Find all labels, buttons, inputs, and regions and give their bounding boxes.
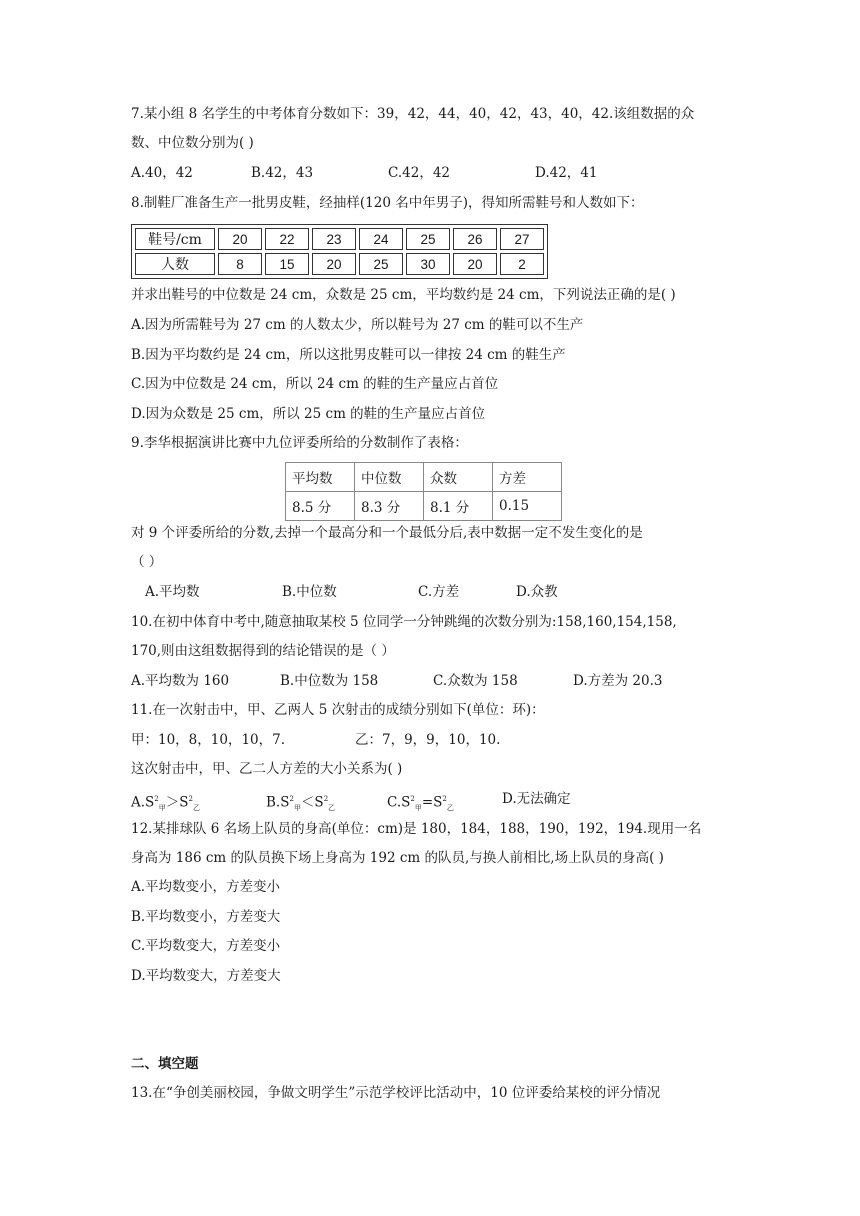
q11-stem-line3: 这次射击中，甲、乙二人方差的大小关系为( ) xyxy=(131,761,403,777)
q8-option-b: B.因为平均数约是 24 cm，所以这批男皮鞋可以一律按 24 cm 的鞋生产 xyxy=(131,347,566,363)
q8-option-c: C.因为中位数是 24 cm，所以 24 cm 的鞋的生产量应占首位 xyxy=(131,376,499,392)
exponent: 2 xyxy=(410,795,415,803)
subscript-jia: 甲 xyxy=(158,804,166,813)
q11-option-c-op: =S xyxy=(421,794,443,811)
score-stats-header-row xyxy=(286,463,562,492)
q11-option-c xyxy=(387,789,454,818)
people-count-cell: 2 xyxy=(500,253,544,275)
people-count-header: 人数 xyxy=(135,253,215,275)
q12-option-d: D.平均数变大，方差变大 xyxy=(131,968,281,984)
section-title: 二、填空题 xyxy=(131,1056,199,1072)
q13-stem-line1: 13.在“争创美丽校园，争做文明学生”示范学校评比活动中，10 位评委给某校的评分情况 xyxy=(131,1085,661,1101)
exponent: 2 xyxy=(442,795,447,803)
q7-option-c: C.42，42 xyxy=(388,165,450,181)
q9-stem-line1: 9.李华根据演讲比赛中九位评委所给的分数制作了表格： xyxy=(131,435,468,451)
shoe-size-cell: 23 xyxy=(312,228,356,250)
q7-option-b: B.42，43 xyxy=(251,165,314,181)
q11-option-b xyxy=(266,789,335,818)
q10-option-c: C.众数为 158 xyxy=(433,673,518,689)
shoe-size-cell: 25 xyxy=(406,228,450,250)
q9-option-b: B.中位数 xyxy=(282,584,337,600)
q11-option-a-op: ＞S xyxy=(165,794,189,811)
q11-option-d: D.无法确定 xyxy=(502,791,571,807)
shoe-size-cell: 20 xyxy=(218,228,262,250)
q12-stem-line2: 身高为 186 cm 的队员换下场上身高为 192 cm 的队员,与换人前相比,场上队员的身高( ) xyxy=(131,850,664,866)
q9-stem-line3: （ ） xyxy=(131,554,163,570)
q8-stem-line1: 8.制鞋厂准备生产一批男皮鞋，经抽样(120 名中年男子)，得知所需鞋号和人数如下： xyxy=(131,195,644,211)
q10-stem-line2: 170,则由这组数据得到的结论错误的是（ ） xyxy=(131,643,395,659)
q12-option-b: B.平均数变小，方差变大 xyxy=(131,909,281,925)
q11-option-a-prefix: A.S xyxy=(131,794,155,811)
shoe-size-table xyxy=(131,224,548,279)
score-stats-value-row xyxy=(286,492,562,521)
people-count-cell: 20 xyxy=(453,253,497,275)
exponent: 2 xyxy=(188,795,193,803)
q12-stem-line1: 12.某排球队 6 名场上队员的身高(单位：cm)是 180，184，188，190，192，194.现用一名 xyxy=(131,821,702,837)
q11-option-b-op: ＜S xyxy=(300,794,324,811)
q12-option-c: C.平均数变大，方差变小 xyxy=(131,938,281,954)
q7-option-d: D.42，41 xyxy=(535,165,598,181)
q11-option-b-prefix: B.S xyxy=(266,794,290,811)
subscript-yi: 乙 xyxy=(328,804,336,813)
q9-stem-line2: 对 9 个评委所给的分数,去掉一个最高分和一个最低分后,表中数据一定不发生变化的是 xyxy=(131,525,643,541)
q9-option-a: A.平均数 xyxy=(145,584,200,600)
q11-stem-line1: 11.在一次射击中，甲、乙两人 5 次射击的成绩分别如下(单位：环)： xyxy=(131,702,545,718)
q7-stem-line1: 7.某小组 8 名学生的中考体育分数如下：39，42，44，40，42，43，40，42.该组数据的众 xyxy=(131,106,695,122)
score-stats-header: 中位数 xyxy=(355,463,424,492)
exponent: 2 xyxy=(323,795,329,803)
q9-option-d: D.众教 xyxy=(516,584,558,600)
q11-yi-scores: 乙：7，9，9，10，10. xyxy=(355,732,501,748)
shoe-size-cell: 24 xyxy=(359,228,403,250)
score-stats-value: 0.15 xyxy=(493,492,562,521)
score-stats-value: 8.1 分 xyxy=(424,492,493,521)
shoe-size-cell: 27 xyxy=(500,228,544,250)
q10-option-b: B.中位数为 158 xyxy=(280,673,379,689)
score-stats-table xyxy=(285,462,562,521)
subscript-jia: 甲 xyxy=(414,804,422,813)
exponent: 2 xyxy=(289,795,294,803)
people-count-cell: 20 xyxy=(312,253,356,275)
q11-option-a xyxy=(131,789,200,818)
q10-option-a: A.平均数为 160 xyxy=(131,673,230,689)
q10-option-d: D.方差为 20.3 xyxy=(573,673,663,689)
shoe-size-cell: 22 xyxy=(265,228,309,250)
q7-stem-line2: 数、中位数分别为( ) xyxy=(131,135,254,151)
q7-option-a: A.40，42 xyxy=(131,165,193,181)
score-stats-value: 8.3 分 xyxy=(355,492,424,521)
q9-option-c: C.方差 xyxy=(418,584,460,600)
people-count-cell: 15 xyxy=(265,253,309,275)
shoe-size-header: 鞋号/cm xyxy=(135,228,215,250)
q12-option-a: A.平均数变小，方差变小 xyxy=(131,879,281,895)
subscript-yi: 乙 xyxy=(192,804,200,813)
q11-jia-scores: 甲：10，8，10，10，7. xyxy=(131,732,286,748)
people-count-cell: 25 xyxy=(359,253,403,275)
score-stats-header: 众数 xyxy=(424,463,493,492)
score-stats-header: 平均数 xyxy=(286,463,355,492)
q8-stem-line2: 并求出鞋号的中位数是 24 cm，众数是 25 cm，平均数约是 24 cm，下列说法正确的是( ) xyxy=(131,287,676,303)
q8-option-a: A.因为所需鞋号为 27 cm 的人数太少，所以鞋号为 27 cm 的鞋可以不生产 xyxy=(131,317,584,333)
q8-option-d: D.因为众数是 25 cm，所以 25 cm 的鞋的生产量应占首位 xyxy=(131,406,486,422)
score-stats-header: 方差 xyxy=(493,463,562,492)
shoe-size-cell: 26 xyxy=(453,228,497,250)
people-count-cell: 8 xyxy=(218,253,262,275)
people-count-cell: 30 xyxy=(406,253,450,275)
score-stats-value: 8.5 分 xyxy=(286,492,355,521)
q11-option-c-prefix: C.S xyxy=(387,794,411,811)
subscript-jia: 甲 xyxy=(293,804,301,813)
q10-stem-line1: 10.在初中体育中考中,随意抽取某校 5 位同学一分钟跳绳的次数分别为:158,160,154,158, xyxy=(131,614,677,630)
subscript-yi: 乙 xyxy=(446,804,454,813)
shoe-size-row xyxy=(135,228,544,250)
exponent: 2 xyxy=(154,795,159,803)
people-count-row xyxy=(135,253,544,275)
